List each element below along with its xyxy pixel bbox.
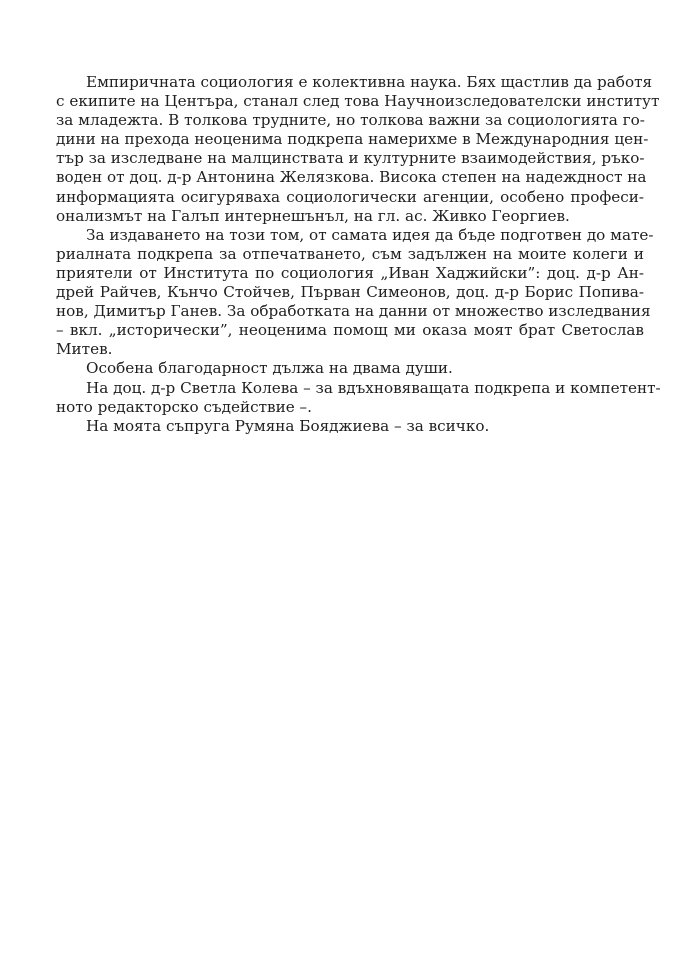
paragraph-1 [56,73,660,226]
text-line: Митев. [56,340,113,359]
text-line: – вкл. „исторически”, неоценима помощ ми оказа моят брат Светослав [56,321,644,340]
text-line: ното редакторско съдействие –. [56,397,312,416]
paragraph-2 [56,225,654,360]
text-line: приятели от Института по социология „Иван Хаджийски”: доц. д-р Ан- [56,263,644,282]
text-line: На доц. д-р Светла Колева – за вдъхновяващата подкрепа и компетент- [86,378,661,397]
text-line: тър за изследване на малцинствата и културните взаимодействия, ръко- [56,149,645,168]
text-line: За издаването на този том, от самата идея да бъде подготвен до мате- [86,225,654,244]
text-line: с екипите на Центъра, станал след това Научноизследователски институт [56,92,660,111]
text-line: дини на прехода неоценима подкрепа намерихме в Международния цен- [56,130,649,149]
acknowledgements-text [56,73,661,436]
paragraph-3 [56,359,644,378]
paragraph-4 [56,378,661,417]
text-line: На моята съпруга Румяна Бояджиева – за всичко. [86,416,490,435]
text-line: информацията осигуряваха социологически агенции, особено професи- [56,187,644,206]
text-line: Емпиричната социология е колективна наука. Бях щастлив да работя [86,73,653,91]
text-line: дрей Райчев, Кънчо Стойчев, Първан Симеонов, доц. д-р Борис Попива- [56,283,644,302]
text-line: риалната подкрепа за отпечатването, съм задължен на моите колеги и [56,244,644,263]
text-line: нов, Димитър Ганев. За обработката на данни от множество изследвания [56,302,651,321]
text-line: воден от доц. д-р Антонина Желязкова. Висока степен на надеждност на [56,168,647,187]
text-line: Особена благодарност дължа на двама души. [86,359,453,378]
paragraph-5 [56,417,644,436]
text-line: онализмът на Галъп интернешънъл, на гл. ас. Живко Георгиев. [56,206,570,225]
text-line: за младежта. В толкова трудните, но толкова важни за социологията го- [56,111,645,130]
